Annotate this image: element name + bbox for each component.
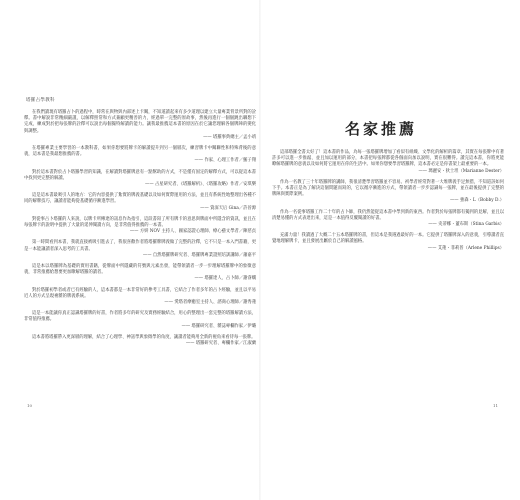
recommender-name: —— 史蒂娜・蓋布斯（Stina Garbis） (272, 222, 504, 228)
recommendation-text: 第一時間看到本書，我就直接被吸引進去了，我很喜歡作者將塔羅牌牌義做了完整的詮釋，它不只是一本入門書籍，更是一本能讓讀者深入思考的工具書。 (24, 240, 256, 252)
recommendation-text: 這是這本書最吸引人的地方：它的內容提供了紮實的牌義基礎以及如何實際運用的方法，並且有系統性地整理出各種不同的解牌技巧，讓讀者能夠從基礎循序漸進學習。 (24, 193, 256, 205)
running-head: 塔羅占學教科 (26, 98, 55, 103)
recommendation-entry (24, 110, 256, 141)
page-number-left: 10 (27, 403, 33, 408)
recommender-name: —— 瑪麗安・狄士坦（Marianne Dester） (272, 169, 504, 175)
recommendation-entry (24, 335, 256, 347)
recommendation-entry (272, 180, 504, 205)
recommender-name: —— 艾蓮・菲莉普（Arlene Phillips） (272, 246, 504, 252)
recommendation-text: 對於塔羅初學者或者已有經驗的人，這本書都是一本非常好的參考工具書，它結合了作者多年的占卜經驗，並且以平易近人的方式呈現複雜的牌義系統。 (24, 287, 256, 299)
recommendation-text: 這是本以塔羅牌為基礎的實用書籍，從牌面中所隱藏的符號與元素出發，能帶領讀者一步一步理解塔羅牌中的象徵意義，非常推薦給想要更加瞭解塔羅的讀者。 (24, 264, 256, 276)
page-number-right: 11 (493, 403, 499, 408)
recommender-name: —— 塔羅研究者、專欄作家／江淑蘭 (24, 341, 256, 347)
right-entries (272, 150, 504, 252)
gutter-shadow (259, 0, 261, 500)
recommender-name: —— 作家、心理工作者／鮪子翔 (24, 158, 256, 164)
left-page (24, 110, 256, 352)
recommendation-text: 這本書將塔羅帶入更深層的理解，結合了心理學、神話學與象徵學的角度，讓讀者能夠用全新的視角來看待每一張牌。 (32, 334, 256, 340)
recommender-name: —— 愛塔者療癒室主持人、諮商心理師／謝秀蓮 (24, 300, 256, 306)
recommender-name: —— 塔羅事典總主／孟小靖 (24, 135, 256, 141)
recommendation-text: 在我們讀現有塔羅占卜的過程中，時常在與物與內部述上卡關，不知道讀起來有多少道理以建立大量專業背景所對的詮釋。書中解說非常精細嚴謹，以解釋照常和方式兼顧更精善的力，經過單一完整的原故事，然後再進行一個個跳出聯想下完成，練成對於把每張牌的詮釋可以說出每個獨特解讀的能力。讓我最推薦這本書的原因在於它讓您理解各個牌陣的變化與調整。 (24, 110, 256, 134)
recommendation-entry (24, 264, 256, 283)
right-page (272, 150, 504, 257)
recommender-name: —— 塔羅達人、占卜師／謝睿嫻 (24, 276, 256, 282)
recommender-name: —— 資深天后 Gina／許晉源 (24, 206, 256, 212)
recommendation-text: 對從事占卜塔羅的人來說，以牌卡所傳達的訊息作為指引，這段書寫了所有牌卡的意思與牌面中所隱含的資訊，並且在每張牌卡的說明中提供了大量的延伸閱讀方向，是非常值得推薦的一本書。 (24, 216, 256, 229)
recommendation-entry (24, 193, 256, 212)
recommender-name: —— 占星研究者、《塔羅解析》、《塔羅攻略》作者／安琪樂 (24, 182, 256, 188)
recommendation-text: 這是一本能讓你真正認識塔羅牌的好書，作者將多年的研究及實務經驗結合，用心的整理出一套完整的塔羅解讀方法，非常值得推薦。 (24, 311, 256, 323)
recommender-name: —— 塔羅研究者、雜誌專欄作家／伊璐 (24, 324, 256, 330)
recommendation-entry (24, 240, 256, 259)
recommendation-text: 對於這本書對於占卜塔羅學習的知識，在解讀對塔羅牌意有一點幫助的方式，不是僅有固定的解釋方式，可以從這本書中找到更完整的解讀。 (24, 169, 256, 181)
recommendation-entry (24, 217, 256, 236)
recommendation-entry (272, 233, 504, 252)
recommendation-entry (272, 150, 504, 175)
left-entries (24, 110, 256, 347)
recommendation-entry (272, 210, 504, 229)
page-title: 名家推薦 (345, 120, 418, 138)
recommendation-entry (24, 170, 256, 189)
recommender-name: —— 自然塔羅牌研究者、塔羅牌專業證照培訓講師／蕭嘉平 (24, 253, 256, 259)
recommendation-text: 這部塔羅全書太好了！這本書的作品，為每一張塔羅牌增加了看似有組織、文學化的解析的篇章，其實在每張牌中有著許多可以進一步推敲、並且加以運用的部分，本書把每張牌都從各個面向加以說明，實在很難得。讀完這本書，你將更能瞭解塔羅牌的意義以及如何將它運用在你的生活中。如果你想要學習塔羅牌，這本書必定是你書架上最重要的一本。 (272, 150, 504, 168)
recommender-name: —— 方妍 NOV 主持人、國家認證心理師、療心藝文學者／陳慈貞 (24, 229, 256, 235)
recommendation-text: 充滿力量！我讀過了大概二十五本塔羅牌的書，但這本是我遇過最好的一本。它提供了塔羅牌深入的意義，引導讀者直覺地理解牌卡，並且發展出屬於自己的解讀風格。 (272, 233, 504, 245)
recommendation-entry (24, 311, 256, 330)
recommendation-text: 作為一名教了三十年塔羅牌的講師，我很清楚學習塔羅並不容易。初學者經常對著一大堆牌義手足無措，不知道該如何下手。本書正是為了解決這個問題而寫的，它以循序漸進的方式，帶領讀者一步步認識每一張牌，並在最後提供了完整的牌陣與實際案例。 (272, 179, 504, 198)
recommendation-text: 作為一名從事塔羅工作二十年的占卜師，我仍然能從這本書中學到新的東西。作者對於每張牌都有獨到的見解，並且以清楚易懂的方式表達出來，這是一本值得反覆閱讀的好書。 (272, 209, 504, 221)
recommender-name: —— 強森・L（Bobby D.） (272, 198, 504, 204)
recommendation-entry (24, 146, 256, 165)
recommendation-entry (24, 288, 256, 307)
recommendation-text: 在塔羅專業主要學習的一本教科書，如果你想要將牌卡的解讀提升到另一個層次，練習牌卡中關聯性和特殊背後的意義，這本書是我最想推薦的書。 (24, 146, 256, 158)
